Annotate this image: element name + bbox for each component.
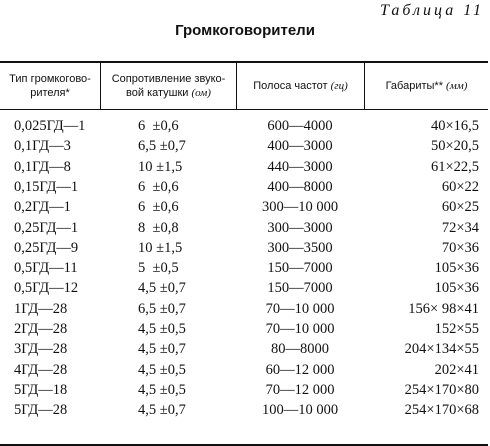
table-row [0, 339, 488, 360]
cell-resistance: 4,5 ±0,5 [138, 321, 186, 337]
table-number-label: Таблица 11 [380, 2, 484, 19]
cell-band: 400—8000 [267, 178, 333, 195]
cell-type: 5ГД—18 [14, 381, 68, 398]
cell-resistance: 4,5 ±0,7 [138, 280, 186, 297]
cell-resistance: 4,5 ±0,5 [138, 381, 186, 398]
cell-resistance: 5 ±0,5 [138, 260, 179, 277]
cell-resistance: 8 ±0,8 [138, 219, 179, 236]
cell-dims: 61×22,5 [430, 158, 479, 175]
table-row [0, 136, 488, 157]
cell-dims: 60×25 [441, 199, 479, 216]
table-row [0, 218, 488, 239]
header-band-text: Полоса частот (гц) [253, 80, 348, 92]
table-row [0, 400, 488, 421]
cell-type: 0,25ГД—9 [14, 239, 79, 256]
cell-type: 4ГД—28 [14, 361, 68, 378]
header-resistance-text: Сопротивление звуко- вой катушки (ом) [111, 73, 226, 99]
cell-dims: 72×34 [441, 219, 479, 236]
table-row [0, 299, 488, 320]
cell-dims: 204×134×55 [404, 341, 479, 358]
table-row [0, 319, 488, 340]
cell-resistance: 6,5 ±0,7 [138, 300, 186, 317]
table-row [0, 157, 488, 178]
cell-dims: 60×22 [441, 178, 479, 195]
cell-resistance: 4,5 ±0,5 [138, 361, 186, 378]
cell-resistance: 6,5 ±0,7 [138, 138, 186, 155]
cell-band: 150—7000 [267, 280, 333, 297]
header-rule [0, 109, 488, 110]
cell-type: 0,5ГД—12 [14, 280, 79, 297]
cell-band: 300—10 000 [261, 199, 339, 216]
cell-band: 300—3500 [267, 239, 333, 256]
cell-dims: 105×36 [434, 260, 479, 277]
cell-type: 0,25ГД—1 [14, 219, 79, 236]
header-resistance [101, 64, 236, 108]
cell-resistance: 6 ±0,6 [138, 118, 179, 134]
header-type [0, 64, 100, 108]
cell-dims: 70×36 [441, 239, 479, 256]
cell-dims: 105×36 [434, 280, 479, 297]
cell-type: 2ГД—28 [14, 321, 68, 337]
table-row [0, 278, 488, 299]
cell-band: 70—12 000 [265, 381, 335, 398]
table-row [0, 197, 488, 218]
cell-band: 400—3000 [267, 138, 333, 155]
cell-band: 80—8000 [271, 341, 329, 358]
cell-type: 0,5ГД—11 [14, 260, 78, 277]
header-band [237, 64, 364, 108]
table-title: Громкоговорители [175, 22, 315, 39]
header-dims-text: Габариты** (мм) [385, 80, 468, 92]
header-type-text: Тип громкогово- рителя* [9, 73, 91, 99]
cell-band: 600—4000 [267, 118, 333, 134]
cell-band: 100—10 000 [261, 402, 339, 419]
cell-type: 0,025ГД—1 [14, 118, 86, 134]
cell-dims: 254×170×68 [404, 402, 479, 419]
cell-resistance: 10 ±1,5 [138, 158, 183, 175]
cell-type: 1ГД—28 [14, 300, 68, 317]
cell-type: 5ГД—28 [14, 402, 68, 419]
cell-type: 3ГД—28 [14, 341, 68, 358]
cell-resistance: 4,5 ±0,7 [138, 402, 186, 419]
cell-resistance: 6 ±0,6 [138, 178, 179, 195]
cell-dims: 152×55 [434, 321, 479, 337]
cell-band: 70—10 000 [265, 321, 335, 337]
cell-dims: 254×170×80 [404, 381, 479, 398]
cell-dims: 156× 98×41 [408, 300, 479, 317]
cell-resistance: 10 ±1,5 [138, 239, 183, 256]
cell-dims: 40×16,5 [430, 118, 479, 134]
table-row [0, 238, 488, 259]
top-rule [0, 61, 488, 63]
cell-dims: 50×20,5 [430, 138, 479, 155]
cell-band: 150—7000 [267, 260, 333, 277]
cell-dims: 202×41 [434, 361, 479, 378]
table-row [0, 116, 488, 137]
cell-band: 300—3000 [267, 219, 333, 236]
cell-type: 0,1ГД—3 [14, 138, 71, 155]
table-row [0, 360, 488, 381]
cell-resistance: 4,5 ±0,7 [138, 341, 186, 358]
cell-band: 60—12 000 [265, 361, 335, 378]
cell-band: 70—10 000 [265, 300, 335, 317]
cell-resistance: 6 ±0,6 [138, 199, 179, 216]
cell-type: 0,2ГД—1 [14, 199, 71, 216]
table-row [0, 258, 488, 279]
table-row [0, 177, 488, 198]
cell-band: 440—3000 [267, 158, 333, 175]
header-dims [365, 64, 488, 108]
cell-type: 0,15ГД—1 [14, 178, 79, 195]
cell-type: 0,1ГД—8 [14, 158, 71, 175]
table-row [0, 380, 488, 401]
